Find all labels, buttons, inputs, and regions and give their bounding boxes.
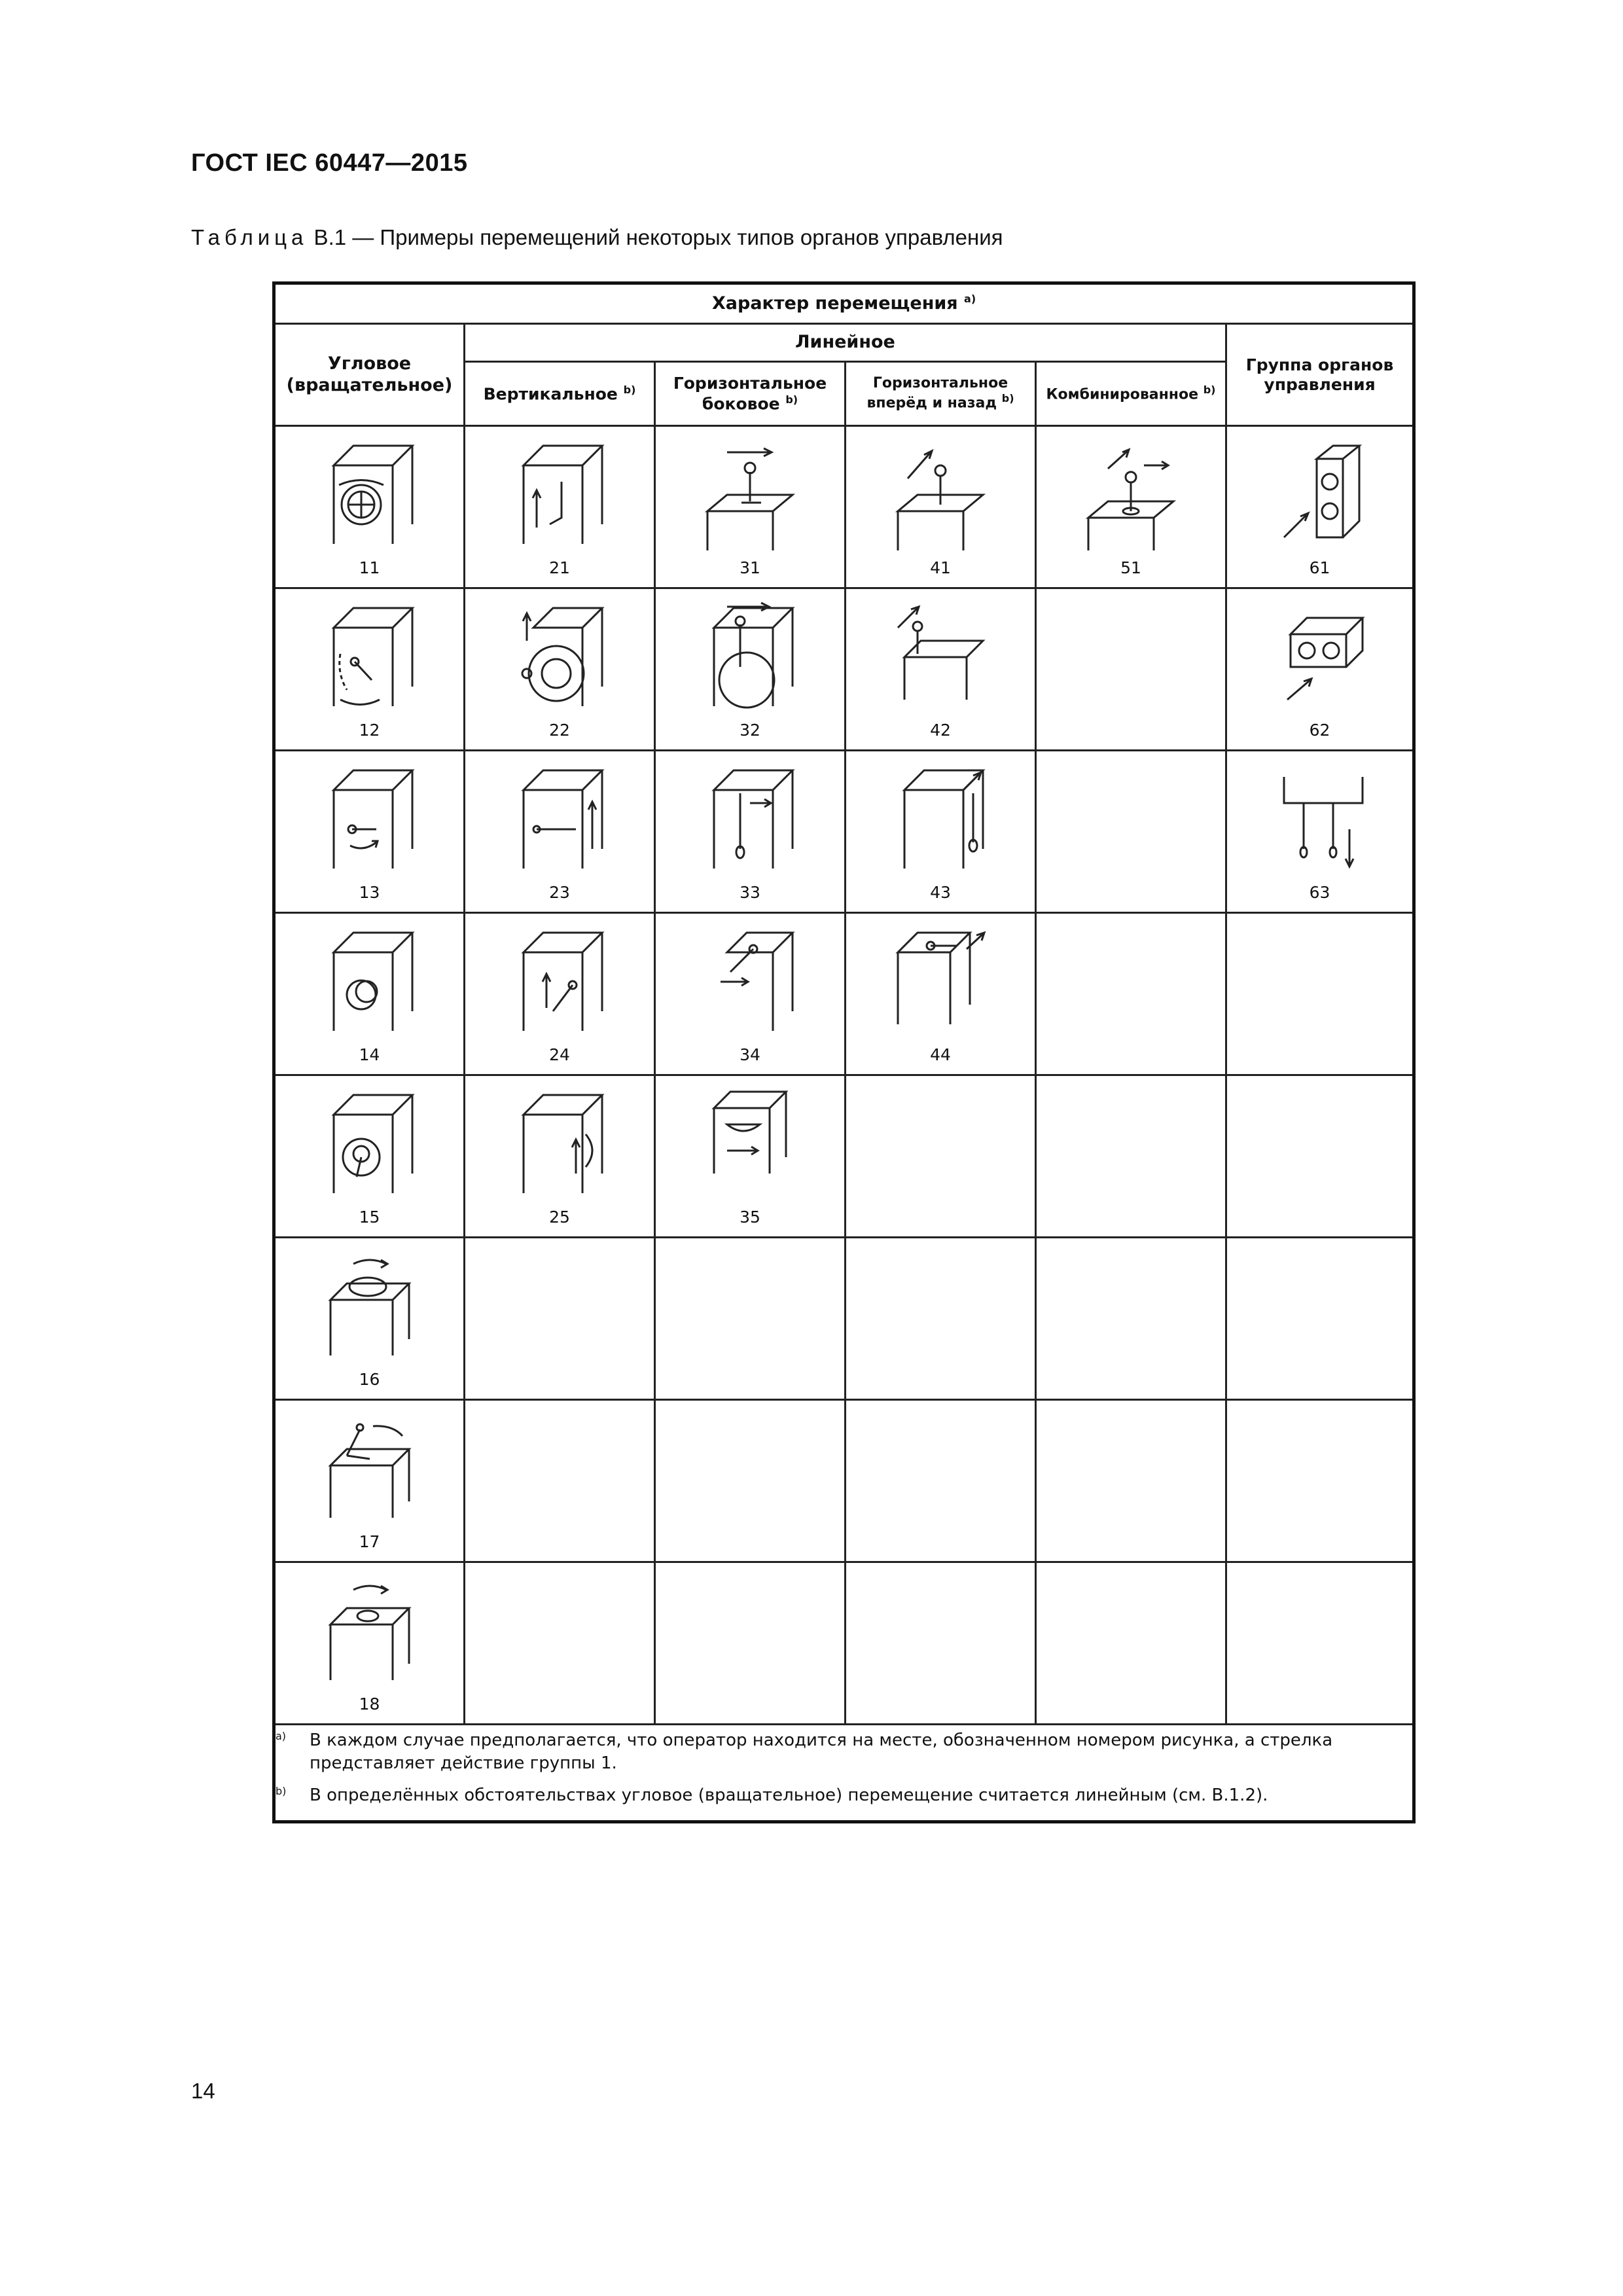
- cell-68: [1226, 1562, 1414, 1725]
- cell-54: [1036, 913, 1226, 1075]
- cell-66: [1226, 1238, 1414, 1400]
- cell-36: [655, 1238, 846, 1400]
- cell-52: [1036, 588, 1226, 751]
- rotary-knob-figure: [321, 439, 419, 557]
- vertical-slide-figure: [510, 764, 609, 882]
- document-header: ГОСТ IEC 60447—2015: [191, 149, 468, 177]
- cell-28: [465, 1562, 655, 1725]
- footnote-b-mark: b): [276, 1785, 287, 1798]
- rotary-handle-figure: [321, 764, 419, 882]
- forward-lever-figure: [891, 601, 990, 719]
- combined-joystick-figure: [1082, 439, 1180, 557]
- thumbwheel-figure: [510, 1088, 609, 1206]
- table-row: [274, 1400, 1414, 1562]
- cell-26: [465, 1238, 655, 1400]
- cell-51: 51: [1036, 426, 1226, 588]
- cell-61: 61: [1226, 426, 1414, 588]
- cell-34: 34: [655, 913, 846, 1075]
- side-thumbwheel-figure: [701, 1088, 799, 1206]
- cell-45: [846, 1075, 1036, 1238]
- header-control-group: Группа органов управления: [1226, 324, 1414, 426]
- cell-18: 18: [274, 1562, 465, 1725]
- cell-11: 11: [274, 426, 465, 588]
- cell-23: 23: [465, 751, 655, 913]
- page-number: 14: [191, 2079, 215, 2103]
- cell-44: 44: [846, 913, 1036, 1075]
- footnote-b-text: В определённых обстоятельствах угловое (вращательное) перемещение считается линейным (см. В.1.2).: [310, 1785, 1268, 1806]
- header-horizontal-side: Горизонтальное боковое $^{b)}$: [655, 362, 846, 426]
- rotary-top-figure: [321, 1575, 419, 1693]
- button-group-figure: [1271, 439, 1369, 557]
- cell-46: [846, 1238, 1036, 1400]
- table-row: [274, 1075, 1414, 1238]
- cell-53: [1036, 751, 1226, 913]
- cell-63: 63: [1226, 751, 1414, 913]
- cell-57: [1036, 1400, 1226, 1562]
- table-row: [274, 1562, 1414, 1725]
- header-combined: Комбинированное $^{b)}$: [1036, 362, 1226, 426]
- cell-35: 35: [655, 1075, 846, 1238]
- footnote-b: [276, 1784, 1412, 1807]
- cell-32: 32: [655, 588, 846, 751]
- vertical-crank-figure: [510, 926, 609, 1044]
- cell-38: [655, 1562, 846, 1725]
- header-movement-type: Характер перемещения $^{a)}$: [274, 283, 1414, 324]
- cell-33: 33: [655, 751, 846, 913]
- cell-27: [465, 1400, 655, 1562]
- table-caption: [191, 225, 1003, 250]
- cell-14: 14: [274, 913, 465, 1075]
- cell-12: 12: [274, 588, 465, 751]
- vertical-wheel-figure: [510, 601, 609, 719]
- crank-top-figure: [321, 1413, 419, 1531]
- cell-56: [1036, 1238, 1226, 1400]
- cell-16: 16: [274, 1238, 465, 1400]
- cell-58: [1036, 1562, 1226, 1725]
- caption-text: В.1 — Примеры перемещений некоторых типов органов управления: [308, 225, 1003, 249]
- footnote-a: [276, 1729, 1412, 1775]
- cell-43: 43: [846, 751, 1036, 913]
- switch-group-figure: [1271, 764, 1369, 882]
- forward-slide-figure: [891, 764, 990, 882]
- rotary-lever-figure: [321, 601, 419, 719]
- cell-64: [1226, 913, 1414, 1075]
- handwheel-top-figure: [321, 1251, 419, 1369]
- horizontal-button-group-figure: [1271, 601, 1369, 719]
- header-linear: Линейное: [465, 324, 1226, 362]
- caption-label: Таблица: [191, 225, 308, 249]
- footnotes: [274, 1725, 1414, 1822]
- forward-crank-figure: [891, 926, 990, 1044]
- knob-figure: [321, 926, 419, 1044]
- vertical-lever-figure: [510, 439, 609, 557]
- side-slide-figure: [701, 764, 799, 882]
- table-row: [274, 588, 1414, 751]
- table-row: [274, 751, 1414, 913]
- cell-65: [1226, 1075, 1414, 1238]
- cell-62: 62: [1226, 588, 1414, 751]
- cell-67: [1226, 1400, 1414, 1562]
- footnote-a-mark: a): [276, 1729, 287, 1742]
- cell-22: 22: [465, 588, 655, 751]
- header-horizontal-forward-back: Горизонтальное вперёд и назад $^{b)}$: [846, 362, 1036, 426]
- forward-joystick-figure: [891, 439, 990, 557]
- cell-37: [655, 1400, 846, 1562]
- cell-15: 15: [274, 1075, 465, 1238]
- footnote-row: [274, 1725, 1414, 1822]
- cell-41: 41: [846, 426, 1036, 588]
- table-row: [274, 913, 1414, 1075]
- cell-13: 13: [274, 751, 465, 913]
- cell-31: 31: [655, 426, 846, 588]
- selector-dial-figure: [321, 1088, 419, 1206]
- cell-21: 21: [465, 426, 655, 588]
- cell-42: 42: [846, 588, 1036, 751]
- side-crank-figure: [701, 926, 799, 1044]
- header-vertical: Вертикальное $^{b)}$: [465, 362, 655, 426]
- side-wheel-figure: [701, 601, 799, 719]
- table-row: [274, 426, 1414, 588]
- cell-47: [846, 1400, 1036, 1562]
- side-joystick-figure: [701, 439, 799, 557]
- table-row: [274, 1238, 1414, 1400]
- cell-24: 24: [465, 913, 655, 1075]
- control-movement-table: [272, 281, 1416, 1823]
- cell-48: [846, 1562, 1036, 1725]
- footnote-a-text: В каждом случае предполагается, что оператор находится на месте, обозначенном номером рисунка, а стрелка представляет действие группы 1.: [310, 1730, 1333, 1773]
- cell-25: 25: [465, 1075, 655, 1238]
- cell-17: 17: [274, 1400, 465, 1562]
- header-angular: Угловое (вращательное): [274, 324, 465, 426]
- cell-55: [1036, 1075, 1226, 1238]
